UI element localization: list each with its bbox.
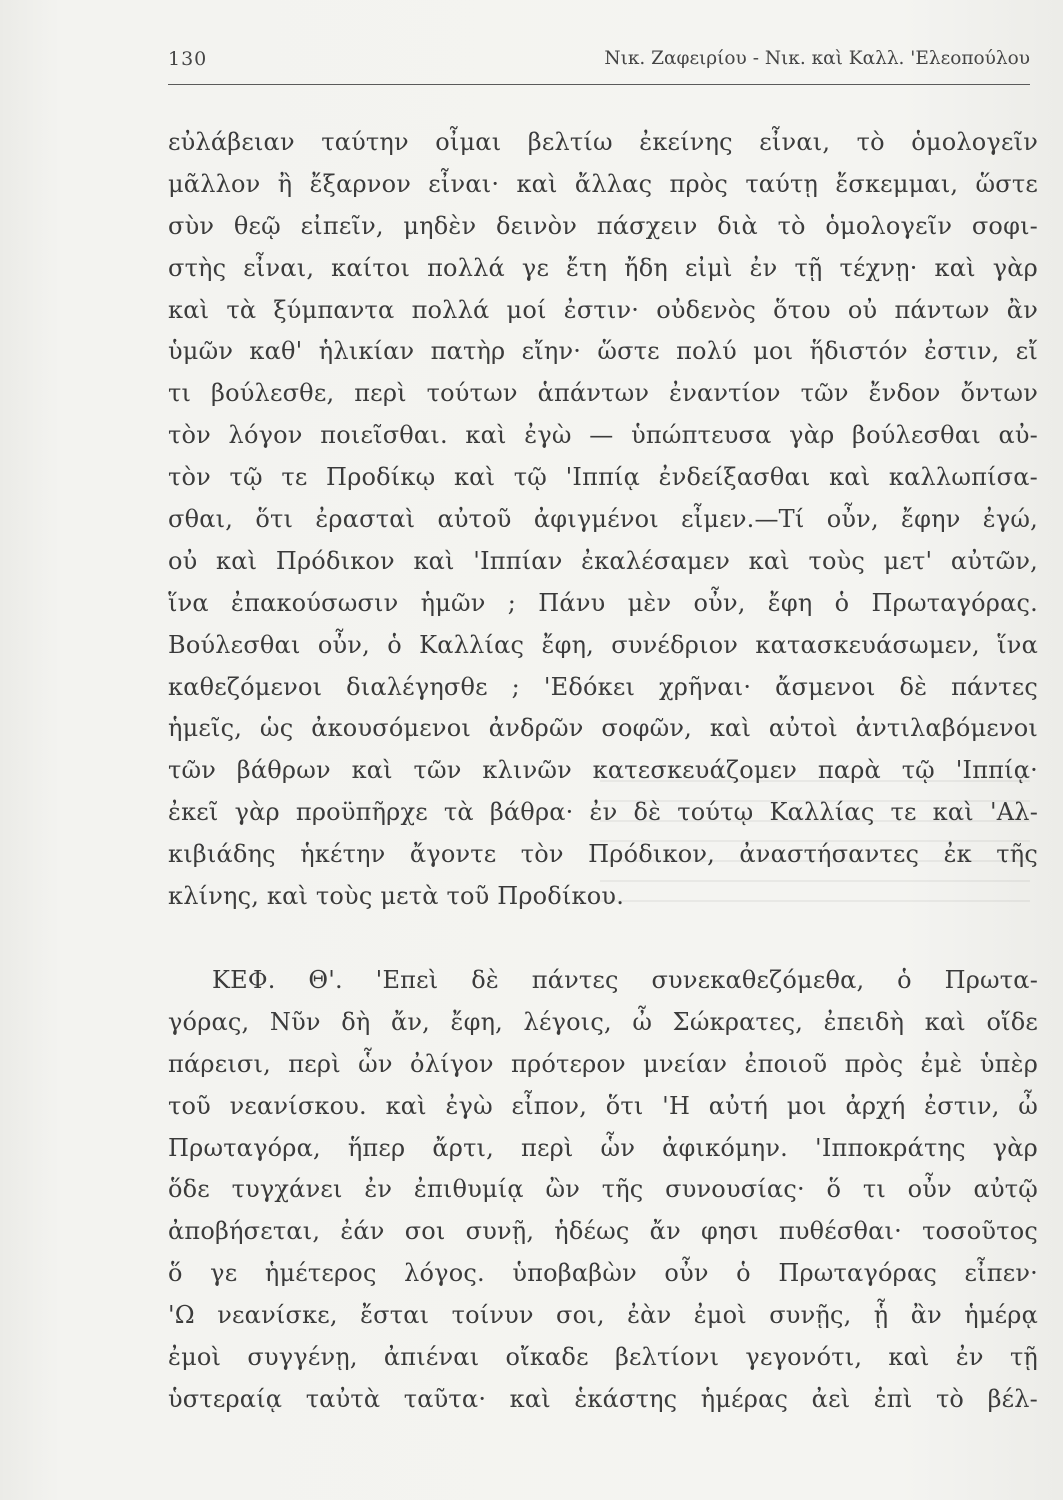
text-line: σὺν θεῷ εἰπεῖν, μηδὲν δεινὸν πάσχειν διὰ τὸ ὁμολογεῖν σοφι- <box>168 211 1038 240</box>
text-line: Πρωταγόρα, ἥπερ ἄρτι, περὶ ὧν ἀφικόμην. 'Ιπποκράτης γὰρ <box>168 1133 1038 1162</box>
text-line: μᾶλλον ἢ ἔξαρνον εἶναι· καὶ ἄλλας πρὸς ταύτῃ ἔσκεμμαι, ὥστε <box>168 169 1038 198</box>
text-line: κλίνης, καὶ τοὺς μετὰ τοῦ Προδίκου. <box>168 882 625 911</box>
text-line: ἐμοὶ συγγένῃ, ἀπιέναι οἴκαδε βελτίονι γεγονότι, καὶ ἐν τῇ <box>168 1343 1038 1372</box>
text-line: τι βούλεσθε, περὶ τούτων ἁπάντων ἐναντίον τῶν ἔνδον ὄντων <box>168 379 1038 408</box>
text-line: ὑστεραίᾳ ταὐτὰ ταῦτα· καὶ ἑκάστης ἡμέρας ἀεὶ ἐπὶ τὸ βέλ- <box>168 1384 1038 1413</box>
text-line: εὐλάβειαν ταύτην οἶμαι βελτίω ἐκείνης εἶναι, τὸ ὁμολογεῖν <box>168 128 1038 156</box>
paragraph-1 <box>168 122 1038 918</box>
text-line: κιβιάδης ἡκέτην ἄγοντε τὸν Πρόδικον, ἀναστήσαντες ἐκ τῆς <box>168 840 1038 869</box>
page-number: 130 <box>168 48 208 70</box>
text-line: γόρας, Νῦν δὴ ἄν, ἔφη, λέγοις, ὦ Σώκρατες, ἐπειδὴ καὶ οἵδε <box>168 1007 1038 1036</box>
text-line: ὅδε τυγχάνει ἐν ἐπιθυμίᾳ ὢν τῆς συνουσίας· ὅ τι οὖν αὐτῷ <box>168 1175 1038 1204</box>
running-head: Νικ. Ζαφειρίου - Νικ. καὶ Καλλ. 'Ελεοπούλου <box>604 48 1030 69</box>
text-line: πάρεισι, περὶ ὧν ὀλίγον πρότερον μνείαν ἐποιοῦ πρὸς ἐμὲ ὑπὲρ <box>168 1049 1038 1078</box>
text-line: τοῦ νεανίσκου. καὶ ἐγὼ εἶπον, ὅτι 'Η αὐτή μοι ἀρχή ἐστιν, ὦ <box>168 1091 1038 1120</box>
page-header <box>168 44 1030 80</box>
header-rule <box>168 84 1030 85</box>
text-line: ἀποβήσεται, ἐάν σοι συνῇ, ἡδέως ἄν φησι πυθέσθαι· τοσοῦτος <box>168 1217 1038 1246</box>
text-line: τῶν βάθρων καὶ τῶν κλινῶν κατεσκευάζομεν παρὰ τῷ 'Ιππίᾳ· <box>168 756 1038 785</box>
text-line: σθαι, ὅτι ἐρασταὶ αὐτοῦ ἀφιγμένοι εἶμεν.—Τί οὖν, ἔφην ἐγώ, <box>168 505 1038 534</box>
text-line: οὐ καὶ Πρόδικον καὶ 'Ιππίαν ἐκαλέσαμεν καὶ τοὺς μετ' αὐτῶν, <box>168 546 1038 575</box>
paragraph-2 <box>168 960 1038 1421</box>
text-line: τὸν τῷ τε Προδίκῳ καὶ τῷ 'Ιππίᾳ ἐνδείξασθαι καὶ καλλωπίσα- <box>168 463 1038 492</box>
text-line: 'Ω νεανίσκε, ἔσται τοίνυν σοι, ἐὰν ἐμοὶ συνῇς, ᾗ ἂν ἡμέρᾳ <box>168 1301 1038 1330</box>
text-line: στὴς εἶναι, καίτοι πολλά γε ἔτη ἤδη εἰμὶ ἐν τῇ τέχνῃ· καὶ γὰρ <box>168 253 1038 282</box>
text-line: καὶ τὰ ξύμπαντα πολλά μοί ἐστιν· οὐδενὸς ὅτου οὐ πάντων ἂν <box>168 295 1038 324</box>
text-line: καθεζόμενοι διαλέγησθε ; 'Εδόκει χρῆναι· ἄσμενοι δὲ πάντες <box>168 672 1038 701</box>
text-line: ὅ γε ἡμέτερος λόγος. ὑποβαβὼν οὖν ὁ Πρωταγόρας εἶπεν· <box>168 1259 1038 1288</box>
text-line: ἡμεῖς, ὡς ἀκουσόμενοι ἀνδρῶν σοφῶν, καὶ αὐτοὶ ἀντιλαβόμενοι <box>168 714 1038 743</box>
text-line: Βούλεσθαι οὖν, ὁ Καλλίας ἔφη, συνέδριον κατασκευάσωμεν, ἵνα <box>168 630 1038 659</box>
chapter-opening-line: ΚΕΦ. Θ'. 'Επεὶ δὲ πάντες συνεκαθεζόμεθα, ὁ Πρωτα- <box>212 966 1038 994</box>
text-line: τὸν λόγον ποιεῖσθαι. καὶ ἐγὼ — ὑπώπτευσα γὰρ βούλεσθαι αὐ- <box>168 421 1038 450</box>
text-line: ἐκεῖ γὰρ προϋπῆρχε τὰ βάθρα· ἐν δὲ τούτῳ Καλλίας τε καὶ 'Αλ- <box>168 798 1038 827</box>
text-line: ἵνα ἐπακούσωσιν ἡμῶν ; Πάνυ μὲν οὖν, ἔφη ὁ Πρωταγόρας. <box>168 588 1038 617</box>
text-line: ὑμῶν καθ' ἡλικίαν πατὴρ εἴην· ὥστε πολύ μοι ἥδιστόν ἐστιν, εἴ <box>168 337 1038 366</box>
